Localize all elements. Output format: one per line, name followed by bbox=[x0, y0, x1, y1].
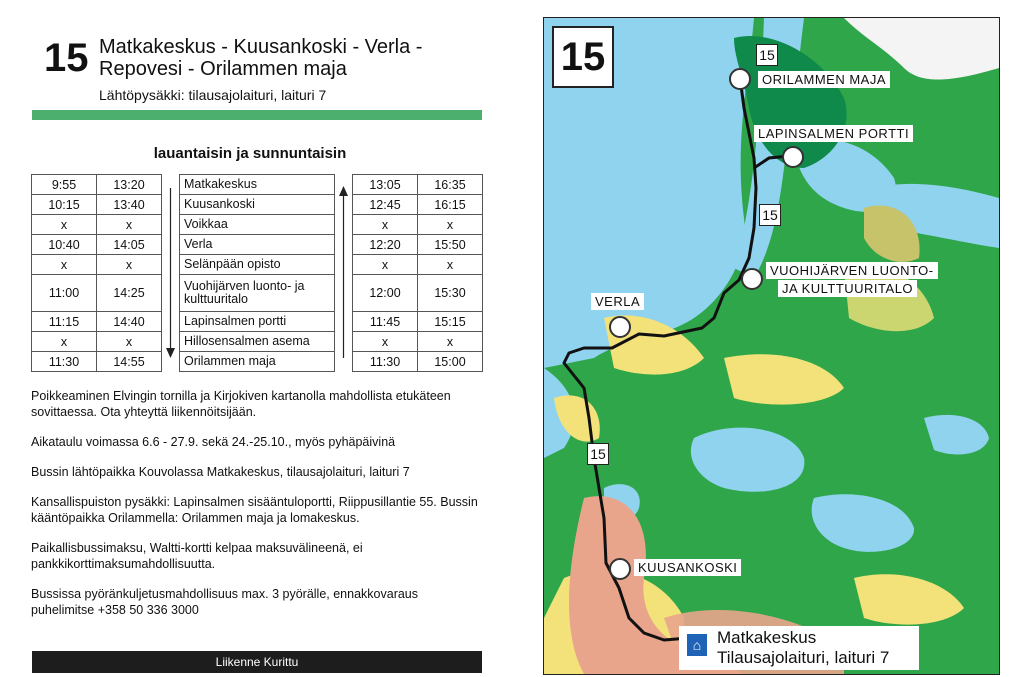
stop-name: Kuusankoski bbox=[180, 195, 335, 215]
return-time-2: x bbox=[418, 332, 483, 352]
route-shield: 15 bbox=[759, 204, 781, 226]
departure-stop: Lähtöpysäkki: tilausajolaituri, laituri 7 bbox=[99, 87, 327, 103]
return-time-2: 16:35 bbox=[418, 175, 483, 195]
stop-marker-vuohijarven bbox=[741, 268, 763, 290]
stop-marker-lapinsalmen bbox=[782, 146, 804, 168]
outbound-time-2: x bbox=[97, 255, 162, 275]
stop-name: Vuohijärven luonto- ja kulttuuritalo bbox=[180, 275, 335, 312]
return-time-1: x bbox=[353, 215, 418, 235]
return-time-2: 15:30 bbox=[418, 275, 483, 312]
return-time-2: 15:50 bbox=[418, 235, 483, 255]
stop-marker-kuusankoski bbox=[609, 558, 631, 580]
return-time-1: 11:45 bbox=[353, 312, 418, 332]
table-row bbox=[32, 332, 483, 352]
return-time-1: 12:45 bbox=[353, 195, 418, 215]
outbound-time-2: 14:05 bbox=[97, 235, 162, 255]
outbound-time-1: x bbox=[32, 215, 97, 235]
return-time-2: x bbox=[418, 255, 483, 275]
label-vuohijarven-2: JA KULTTUURITALO bbox=[778, 280, 917, 297]
return-time-1: x bbox=[353, 255, 418, 275]
route-shield: 15 bbox=[756, 44, 778, 66]
stop-marker-orilammen bbox=[729, 68, 751, 90]
destination-line-1: Matkakeskus bbox=[717, 628, 817, 647]
outbound-time-1: 11:00 bbox=[32, 275, 97, 312]
notes bbox=[31, 388, 481, 632]
table-row bbox=[32, 175, 483, 195]
stop-marker-verla bbox=[609, 316, 631, 338]
stop-name: Selänpään opisto bbox=[180, 255, 335, 275]
note-validity: Aikataulu voimassa 6.6 - 27.9. sekä 24.-25.10., myös pyhäpäivinä bbox=[31, 435, 396, 449]
return-time-1: 13:05 bbox=[353, 175, 418, 195]
timetable bbox=[31, 174, 483, 372]
return-time-1: x bbox=[353, 332, 418, 352]
stop-name: Lapinsalmen portti bbox=[180, 312, 335, 332]
table-row bbox=[32, 195, 483, 215]
label-kuusankoski: KUUSANKOSKI bbox=[634, 559, 741, 576]
return-time-1: 11:30 bbox=[353, 352, 418, 372]
return-time-2: x bbox=[418, 215, 483, 235]
stop-name: Orilammen maja bbox=[180, 352, 335, 372]
table-row bbox=[32, 312, 483, 332]
return-time-2: 16:15 bbox=[418, 195, 483, 215]
return-time-2: 15:00 bbox=[418, 352, 483, 372]
outbound-time-1: x bbox=[32, 255, 97, 275]
note-bikes: Bussissa pyöränkuljetusmahdollisuus max. 3 pyörälle, ennakkovaraus puhelimitse +358 50 336 3000 bbox=[31, 587, 419, 617]
stop-name: Hillosensalmen asema bbox=[180, 332, 335, 352]
table-row bbox=[32, 352, 483, 372]
outbound-time-2: 13:20 bbox=[97, 175, 162, 195]
return-time-2: 15:15 bbox=[418, 312, 483, 332]
outbound-time-2: x bbox=[97, 215, 162, 235]
outbound-time-1: 11:15 bbox=[32, 312, 97, 332]
return-time-1: 12:20 bbox=[353, 235, 418, 255]
destination-line-2: Tilausajolaituri, laituri 7 bbox=[717, 648, 890, 667]
note-payment: Paikallisbussimaksu, Waltti-kortti kelpaa maksuvälineenä, ei pankkikorttimaksumahdollisuutta. bbox=[31, 541, 363, 571]
table-row bbox=[32, 235, 483, 255]
header-divider bbox=[32, 110, 482, 120]
table-row bbox=[32, 215, 483, 235]
outbound-time-1: 11:30 bbox=[32, 352, 97, 372]
stop-name: Matkakeskus bbox=[180, 175, 335, 195]
route-number: 15 bbox=[44, 36, 89, 80]
outbound-time-2: 13:40 bbox=[97, 195, 162, 215]
route-shield: 15 bbox=[587, 443, 609, 465]
label-verla: VERLA bbox=[591, 293, 644, 310]
note-park-stop: Kansallispuiston pysäkki: Lapinsalmen sisääntuloportti, Riippusillantie 55. Bussin kääntöpaikka Orilammella: Orilammen maja ja lomakeskus. bbox=[31, 495, 478, 525]
bus-station-icon: ⌂ bbox=[687, 634, 707, 656]
label-orilammen: ORILAMMEN MAJA bbox=[758, 71, 890, 88]
map-route-number: 15 bbox=[552, 26, 614, 88]
label-vuohijarven-1: VUOHIJÄRVEN LUONTO- bbox=[766, 262, 938, 279]
note-detour: Poikkeaminen Elvingin tornilla ja Kirjokiven kartanolla mahdollista etukäteen sovittaessa. Ota yhteyttä liikennöitsijään. bbox=[31, 389, 451, 419]
outbound-time-1: 10:40 bbox=[32, 235, 97, 255]
timetable-panel bbox=[0, 0, 500, 677]
note-departure: Bussin lähtöpaikka Kouvolassa Matkakeskus, tilausajolaituri, laituri 7 bbox=[31, 465, 410, 479]
outbound-time-1: x bbox=[32, 332, 97, 352]
destination-box bbox=[679, 626, 919, 670]
table-row bbox=[32, 255, 483, 275]
schedule-days: lauantaisin ja sunnuntaisin bbox=[153, 145, 347, 162]
down-arrow-icon bbox=[162, 175, 180, 372]
outbound-time-2: 14:55 bbox=[97, 352, 162, 372]
outbound-time-2: 14:25 bbox=[97, 275, 162, 312]
return-time-1: 12:00 bbox=[353, 275, 418, 312]
up-arrow-icon bbox=[335, 175, 353, 372]
table-row bbox=[32, 275, 483, 312]
stop-name: Verla bbox=[180, 235, 335, 255]
route-title: Matkakeskus - Kuusankoski - Verla - Repovesi - Orilammen maja bbox=[99, 36, 423, 80]
outbound-time-2: x bbox=[97, 332, 162, 352]
label-lapinsalmen: LAPINSALMEN PORTTI bbox=[754, 125, 913, 142]
operator-footer: Liikenne Kurittu bbox=[32, 651, 482, 673]
outbound-time-1: 10:15 bbox=[32, 195, 97, 215]
route-map bbox=[543, 17, 1000, 675]
stop-name: Voikkaa bbox=[180, 215, 335, 235]
outbound-time-2: 14:40 bbox=[97, 312, 162, 332]
outbound-time-1: 9:55 bbox=[32, 175, 97, 195]
